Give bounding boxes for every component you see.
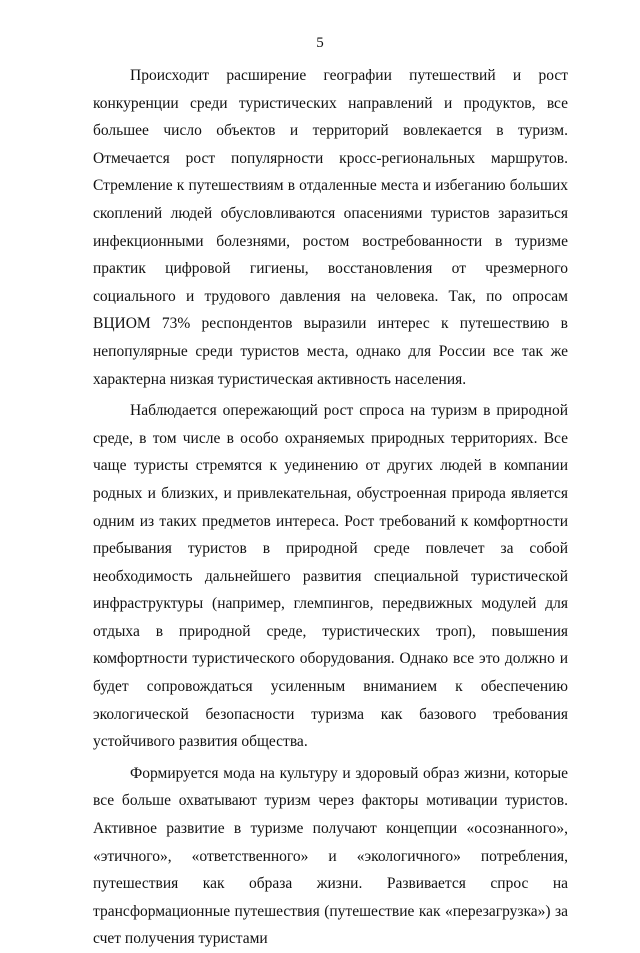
paragraph-travel-geography: Происходит расширение географии путешествий и рост конкуренции среди туристических направлений и продуктов, все большее число объектов и территорий вовлекается в туризм. Отмечается рост популярности кросс-региональных маршрутов. Стремление к путешествиям в отдаленные места и избеганию больших скоплений людей обусловливаются опасениями туристов заразиться инфекционными болезнями, ростом востребованности в туризме практик цифровой гигиены, восстановления от чрезмерного социального и трудового давления на человека. Так, по опросам ВЦИОМ 73% респондентов выразили интерес к путешествию в непопулярные среди туристов места, однако для России все так же характерна низкая туристическая активность населения.: [93, 67, 568, 388]
paragraph-nature-tourism: Наблюдается опережающий рост спроса на туризм в природной среде, в том числе в особо охраняемых природных территориях. Все чаще туристы стремятся к уединению от других людей в компании родных и близких, и привлекательная, обустроенная природа является одним из таких предметов интереса. Рост требований к комфортности пребывания туристов в природной среде повлечет за собой необходимость дальнейшего развития специальной туристической инфраструктуры (например, глемпингов, передвижных модулей для отдыха в природной среде, туристических троп), повышения комфортности туристического оборудования. Однако все это должно и будет сопровождаться усиленным вниманием к обеспечению экологической безопасности туризма как базового требования устойчивого развития общества.: [93, 402, 568, 751]
page-number: 5: [316, 35, 324, 51]
paragraph-healthy-lifestyle: Формируется мода на культуру и здоровый образ жизни, которые все больше охватывают туризм через факторы мотивации туристов. Активное развитие в туризме получают концепции «осознанного», «этичного», «ответственного» и «экологичного» потребления, путешествия как образа жизни. Развивается спрос на трансформационные путешествия (путешествие как «перезагрузка») за счет получения туристами: [93, 764, 568, 948]
document-body: [93, 62, 568, 953]
